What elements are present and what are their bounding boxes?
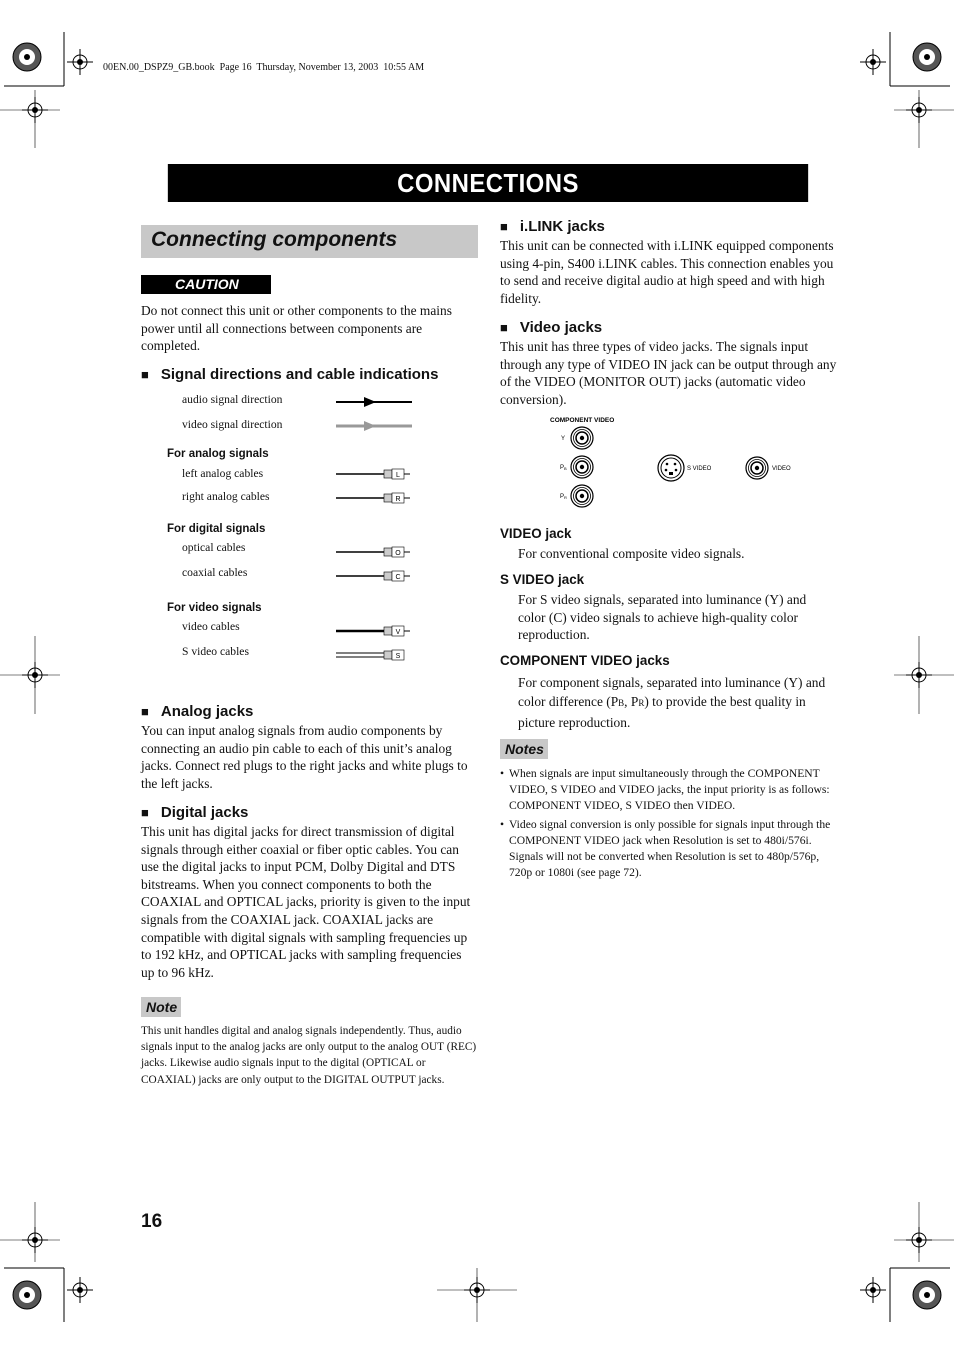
caution-label: [141, 275, 271, 294]
analog-jacks-text: You can input analog signals from audio components by connecting an audio pin cable to each of this unit’s analog jacks. Connect red plugs to the right jacks and white plugs to the left jacks.: [141, 723, 468, 791]
video-jacks-text: This unit has three types of video jacks. The signals input through any type of VIDEO IN jack can be output through any of the VIDEO (MONITOR OUT) jacks (automatic video conversion).: [500, 339, 837, 407]
right-analog-plug: [336, 493, 410, 503]
video-jacks-heading: [500, 319, 602, 336]
plug-letter-c: C: [395, 574, 401, 581]
cable-legend-graphics: [330, 390, 420, 670]
video-cables-label: video cables: [182, 620, 240, 633]
video-plug: [336, 626, 410, 636]
section-title-text: Connecting components: [151, 228, 398, 251]
audio-arrow: [336, 397, 412, 407]
s-video-label: S VIDEO: [687, 466, 712, 472]
component-text-part2: ) to provide the best quality in picture reproduction.: [518, 694, 806, 730]
note-item-text: When signals are input simultaneously through the COMPONENT VIDEO, S VIDEO and VIDEO jacks, the input priority is as follows: COMPONENT VIDEO, S VIDEO then VIDEO.: [509, 767, 830, 813]
y-label: Y: [561, 436, 566, 442]
plug-letter-o: O: [395, 550, 401, 557]
pb-sub: B: [564, 466, 567, 471]
note-label: Note: [141, 997, 181, 1017]
signal-directions-heading: [141, 366, 438, 383]
video-jack-heading: VIDEO jack: [500, 526, 572, 541]
ilink-text: This unit can be connected with i.LINK equipped components using 4-pin, S400 i.LINK cables. This connection enables you to send and receive digital audio at high speed and with high fidelity.: [500, 238, 834, 306]
component-video-label: COMPONENT VIDEO: [550, 417, 615, 424]
square-bullet-icon: ■: [141, 704, 149, 719]
list-item: [500, 766, 837, 815]
video-jack-diagram: [540, 410, 810, 514]
section-title: [141, 225, 478, 258]
notes-label: Notes: [500, 739, 548, 759]
video-jacks-heading-text: Video jacks: [519, 319, 603, 336]
optical-label: optical cables: [182, 541, 246, 554]
analog-jacks-heading-text: Analog jacks: [160, 703, 254, 720]
s-video-jack-text: For S video signals, separated into luminance (Y) and color (C) video signals to achieve high-quality color reproduction.: [518, 592, 807, 643]
plug-letter-s: S: [395, 653, 401, 660]
video-label: VIDEO: [772, 466, 791, 472]
component-jacks-text: [518, 673, 838, 732]
pb-label: [560, 465, 567, 471]
coaxial-label: coaxial cables: [182, 566, 248, 579]
video-head: For video signals: [167, 602, 262, 614]
component-sub-r: R: [638, 698, 645, 708]
ilink-heading-text: i.LINK jacks: [519, 218, 605, 235]
plug-letter-l: L: [396, 472, 400, 479]
ilink-heading: [500, 218, 605, 235]
video-jack-text: For conventional composite video signals.: [518, 546, 745, 561]
print-header-line: 00EN.00_DSPZ9_GB.book Page 16 Thursday, November 13, 2003 10:55 AM: [103, 62, 425, 73]
note-text: This unit handles digital and analog signals independently. Thus, audio signals input to the analog jacks are only output to the analog OUT (REC) jacks. Likewise audio signals input to the digital (OPTICAL or COAXIAL) jacks are only output to the DIGITAL OUTPUT jacks.: [141, 1025, 477, 1086]
pb-letter: P: [560, 465, 565, 471]
bullet-icon: •: [500, 817, 505, 831]
digital-jacks-heading-text: Digital jacks: [160, 804, 249, 821]
s-video-jack-icon: [658, 455, 684, 481]
svideo-cables-label: S video cables: [182, 645, 249, 658]
notes-list: [500, 766, 837, 881]
square-bullet-icon: ■: [141, 367, 149, 382]
pb-jack-icon: [571, 456, 593, 478]
left-analog-plug: [336, 469, 410, 479]
analog-jacks-heading: [141, 703, 253, 720]
component-jacks-heading: COMPONENT VIDEO jacks: [500, 653, 670, 668]
pr-label: [560, 494, 567, 500]
digital-head: For digital signals: [167, 523, 266, 535]
digital-jacks-text: This unit has digital jacks for direct transmission of digital signals through either coaxial or fiber optic cables. You can use the digital jacks to input PCM, Dolby Digital and DTS bitstreams. When you connect components to both the COAXIAL and OPTICAL jacks, priority is given to the input signals from the COAXIAL jack. COAXIAL jacks are compatible with digital signals with sampling frequencies up to 192 kHz, and OPTICAL jacks with sampling frequencies up to 96 kHz.: [141, 824, 471, 980]
page-title-text: CONNECTIONS: [397, 168, 579, 198]
s-video-jack-heading: S VIDEO jack: [500, 572, 585, 587]
right-analog-label: right analog cables: [182, 490, 270, 503]
y-jack-icon: [571, 427, 593, 449]
component-text-sep: , P: [624, 694, 639, 709]
component-text-part1: For component signals, separated into luminance (Y) and color difference (P: [518, 675, 826, 709]
audio-dir-label: audio signal direction: [182, 393, 283, 406]
caution-label-text: CAUTION: [175, 276, 239, 292]
optical-plug: [336, 547, 410, 557]
list-item: [500, 817, 837, 882]
caution-text: Do not connect this unit or other components to the mains power until all connections between components are completed.: [141, 303, 452, 354]
bullet-icon: •: [500, 767, 505, 780]
note-item-text: Video signal conversion is only possible for signals input through the COMPONENT VIDEO jack when Resolution is set to 480i/576i. Signals will not be converted when Resolution is set to 480p/576p, 720p or 1080i (see page 72).: [509, 817, 831, 880]
square-bullet-icon: ■: [500, 320, 508, 335]
page-number: 16: [141, 1211, 163, 1232]
square-bullet-icon: ■: [141, 805, 149, 820]
analog-head: For analog signals: [167, 448, 269, 460]
page-title: [168, 164, 808, 202]
plug-letter-v: V: [395, 629, 401, 636]
video-jack-icon: [746, 457, 768, 479]
pr-letter: P: [560, 494, 565, 500]
svideo-plug: [336, 650, 404, 660]
left-analog-label: left analog cables: [182, 467, 264, 480]
video-arrow: [336, 421, 412, 431]
signal-directions-heading-text: Signal directions and cable indications: [160, 366, 439, 383]
digital-jacks-heading: [141, 804, 248, 821]
plug-letter-r: R: [395, 496, 401, 503]
coaxial-plug: [336, 571, 410, 581]
square-bullet-icon: ■: [500, 219, 508, 234]
pr-sub: R: [564, 495, 567, 500]
pr-jack-icon: [571, 485, 593, 507]
video-dir-label: video signal direction: [182, 418, 283, 431]
component-sub-b: B: [618, 698, 625, 708]
